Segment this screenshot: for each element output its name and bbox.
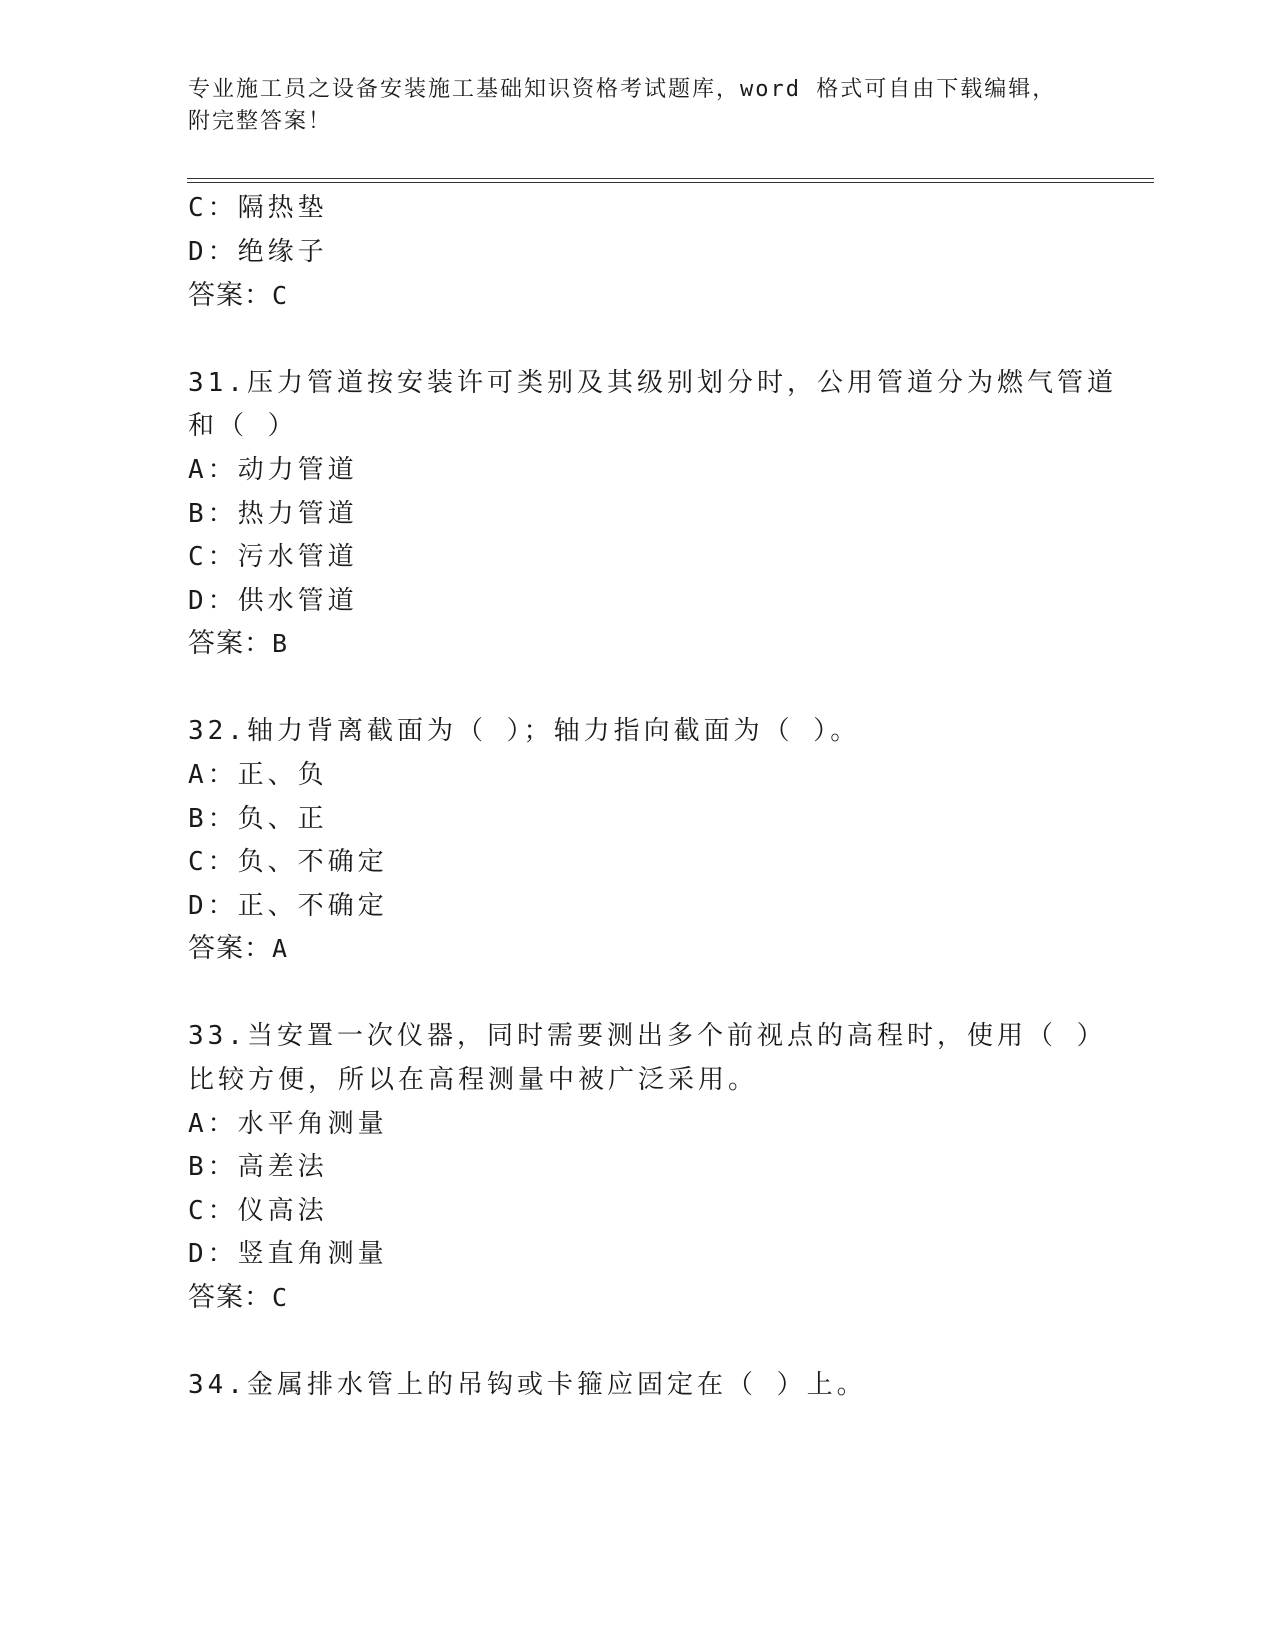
q31-stem-line-1: 31.压力管道按安装许可类别及其级别划分时，公用管道分为燃气管道 (188, 368, 1117, 398)
q31-option-c: C：污水管道 (188, 542, 358, 572)
q32-answer (188, 932, 288, 966)
q33-option-d: D：竖直角测量 (188, 1239, 388, 1269)
q33-stem-line-2: 比较方便，所以在高程测量中被广泛采用。 (188, 1065, 759, 1095)
q31-stem-line-2: 和（ ） (188, 411, 298, 441)
q33-stem-line-1: 33.当安置一次仪器，同时需要测出多个前视点的高程时，使用（ ） (188, 1021, 1107, 1051)
answer-label: 答案： (188, 1282, 272, 1313)
header-line-1: 专业施工员之设备安装施工基础知识资格考试题库，word 格式可自由下载编辑， (188, 77, 1057, 102)
q31-option-d: D：供水管道 (188, 586, 358, 616)
answer-value: C (272, 1283, 289, 1312)
q32-option-d: D：正、不确定 (188, 891, 388, 921)
answer-label: 答案： (188, 280, 272, 311)
q30-answer (188, 279, 288, 313)
q32-option-a: A：正、负 (188, 760, 328, 790)
answer-label: 答案： (188, 628, 272, 659)
q32-option-b: B：负、正 (188, 804, 328, 834)
answer-value: C (272, 281, 289, 310)
q33-option-c: C：仪高法 (188, 1196, 328, 1226)
q32-option-c: C：负、不确定 (188, 847, 388, 877)
q32-stem-line-1: 32.轴力背离截面为（ ）；轴力指向截面为（ ）。 (188, 716, 861, 746)
answer-value: A (272, 934, 289, 963)
q31-option-b: B：热力管道 (188, 499, 358, 529)
answer-label: 答案： (188, 933, 272, 964)
answer-value: B (272, 629, 289, 658)
q31-option-a: A：动力管道 (188, 455, 358, 485)
q34-stem-line-1: 34.金属排水管上的吊钩或卡箍应固定在（ ）上。 (188, 1370, 867, 1400)
q30-option-c: C：隔热垫 (188, 193, 328, 223)
q33-option-a: A：水平角测量 (188, 1109, 388, 1139)
header-divider (187, 178, 1154, 183)
page-header (188, 74, 1088, 138)
q31-answer (188, 627, 288, 661)
q33-option-b: B：高差法 (188, 1152, 328, 1182)
q33-answer (188, 1281, 288, 1315)
header-line-2: 附完整答案！ (188, 109, 333, 134)
q30-option-d: D：绝缘子 (188, 237, 328, 267)
